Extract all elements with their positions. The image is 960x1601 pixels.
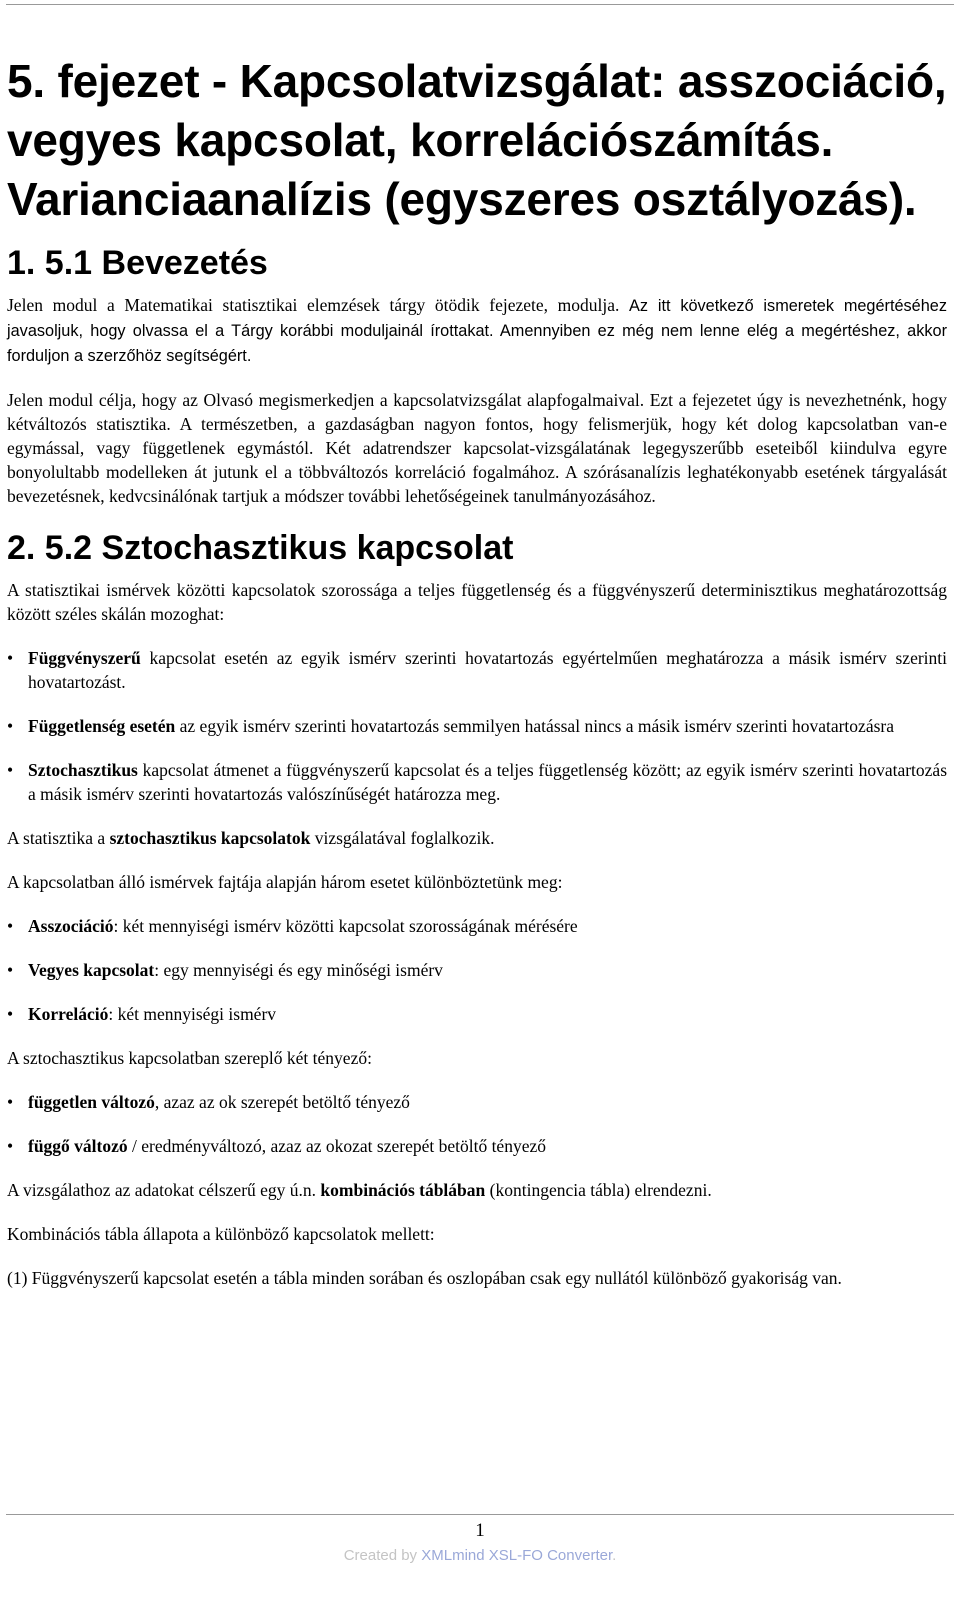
statistics-paragraph — [7, 826, 947, 850]
bullet-icon: • — [7, 716, 14, 736]
section-1-heading: 1. 5.1 Bevezetés — [7, 244, 268, 282]
bullet-icon: • — [7, 1004, 14, 1024]
list-item-term: Korreláció — [28, 1004, 109, 1024]
page-number: 1 — [475, 1520, 485, 1541]
table-paragraph — [7, 1178, 947, 1202]
case-types-list — [7, 914, 947, 1026]
factors-paragraph: A sztochasztikus kapcsolatban szereplő két tényező: — [7, 1048, 372, 1068]
list-item — [7, 958, 947, 982]
list-item — [7, 1090, 947, 1114]
text-run: vizsgálatával foglalkozik. — [310, 828, 495, 848]
footer-credit — [0, 1547, 960, 1564]
footer-created-by: Created by — [343, 1547, 422, 1564]
list-item-text: az egyik ismérv szerinti hovatartozás semmilyen hatással nincs a másik ismérv szerinti hovatartozásra — [175, 716, 894, 736]
section-2-heading: 2. 5.2 Sztochasztikus kapcsolat — [7, 529, 514, 567]
intro-sentence-1: Jelen modul a Matematikai statisztikai elemzések tárgy ötödik fejezete, modulja. — [7, 295, 630, 315]
list-item-text: : két mennyiségi ismérv közötti kapcsolat szorosságának mérésére — [113, 916, 578, 936]
relationship-kinds-list — [7, 646, 947, 806]
intro-paragraph — [7, 293, 947, 368]
case-1-paragraph: (1) Függvényszerű kapcsolat esetén a tábla minden sorában és oszlopában csak egy nullától különböző gyakoriság van. — [7, 1268, 842, 1288]
text-run: (kontingencia tábla) elrendezni. — [485, 1180, 712, 1200]
text-run: A vizsgálathoz az adatokat célszerű egy ú.n. — [7, 1180, 321, 1200]
list-item — [7, 914, 947, 938]
list-item-term: Sztochasztikus — [28, 760, 138, 780]
types-paragraph: A kapcsolatban álló ismérvek fajtája alapján három esetet különböztetünk meg: — [7, 872, 563, 892]
list-item-text: kapcsolat esetén az egyik ismérv szerinti hovatartozás egyértelműen meghatározza a másik ismérv szerinti hovatartozást. — [28, 648, 947, 692]
list-item — [7, 646, 947, 694]
list-item-term: Függvényszerű — [28, 648, 141, 668]
list-item-text: : két mennyiségi ismérv — [108, 1004, 277, 1024]
list-item-text: / eredményváltozó, azaz az okozat szerepét betöltő tényező — [127, 1136, 546, 1156]
top-rule — [6, 4, 954, 5]
bottom-rule — [6, 1514, 954, 1515]
goal-sentence-1: Jelen modul célja, hogy az Olvasó megismerkedjen a kapcsolatvizsgálat alapfogalmaival. Ezt a fejezetet úgy is nevezhetnénk, hogy kétváltozós statisztika. — [7, 390, 947, 434]
stochastic-term: sztochasztikus kapcsolatok — [109, 828, 311, 848]
intro-sentence-2: Az itt következő ismeretek megértéséhez javasoljuk, hogy olvassa el a Tárgy korábbi moduljainál írottakat. Amennyiben ez még nem lenne elég a megértéshez, akkor forduljon a szerzőhöz segítségért. — [7, 297, 947, 365]
bullet-icon: • — [7, 648, 14, 668]
table-state-paragraph: Kombinációs tábla állapota a különböző kapcsolatok mellett: — [7, 1224, 435, 1244]
footer-period: . — [612, 1547, 617, 1564]
list-item-term: Asszociáció — [28, 916, 114, 936]
bullet-icon: • — [7, 760, 14, 780]
list-item-term: függő változó — [28, 1136, 128, 1156]
list-item — [7, 758, 947, 806]
list-item-term: Vegyes kapcsolat — [28, 960, 155, 980]
goal-paragraph — [7, 388, 947, 508]
scale-paragraph: A statisztikai ismérvek közötti kapcsolatok szorossága a teljes függetlenség és a függvényszerű determinisztikus meghatározottság között széles skálán mozoghat: — [7, 580, 947, 624]
factors-list — [7, 1090, 947, 1158]
goal-sentence-2: A természetben, a gazdaságban nagyon fontos, hogy felismerjük, hogy két dolog kapcsolatban van-e egymással, vagy függetlenek egymástól. Két adatrendszer kapcsolat-vizsgálatának legegyszerűbb eseteiből kiindulva egyre bonyolultabb modelleken át jutunk el a többváltozós korreláció fogalmához. A szórásanalízis leghatékonyabb esetének tárgyalását bevezetésnek, kedvcsinálónak tartjuk a módszer további lehetőségeinek tanulmányozásához. — [7, 414, 948, 506]
bullet-icon: • — [7, 916, 14, 936]
combination-table-term: kombinációs táblában — [320, 1180, 486, 1200]
document-page — [7, 52, 947, 1310]
bullet-icon: • — [7, 1136, 14, 1156]
bullet-icon: • — [7, 960, 14, 980]
list-item-text: , azaz az ok szerepét betöltő tényező — [154, 1092, 410, 1112]
list-item-term: Függetlenség esetén — [28, 716, 176, 736]
list-item — [7, 714, 947, 738]
footer-converter-link[interactable]: XMLmind XSL-FO Converter — [421, 1547, 613, 1564]
text-run: A statisztika a — [7, 828, 110, 848]
chapter-title: 5. fejezet - Kapcsolatvizsgálat: asszociáció, vegyes kapcsolat, korrelációszámítás. Varianciaanalízis (egyszeres osztályozás). — [7, 55, 947, 225]
list-item-text: : egy mennyiségi és egy minőségi ismérv — [154, 960, 443, 980]
bullet-icon: • — [7, 1092, 14, 1112]
list-item-text: kapcsolat átmenet a függvényszerű kapcsolat és a teljes függetlenség között; az egyik ismérv szerinti hovatartozás a másik ismérv szerinti hovatartozás valószínűségét határozza meg. — [28, 760, 947, 804]
list-item — [7, 1002, 947, 1026]
list-item — [7, 1134, 947, 1158]
list-item-term: független változó — [28, 1092, 155, 1112]
